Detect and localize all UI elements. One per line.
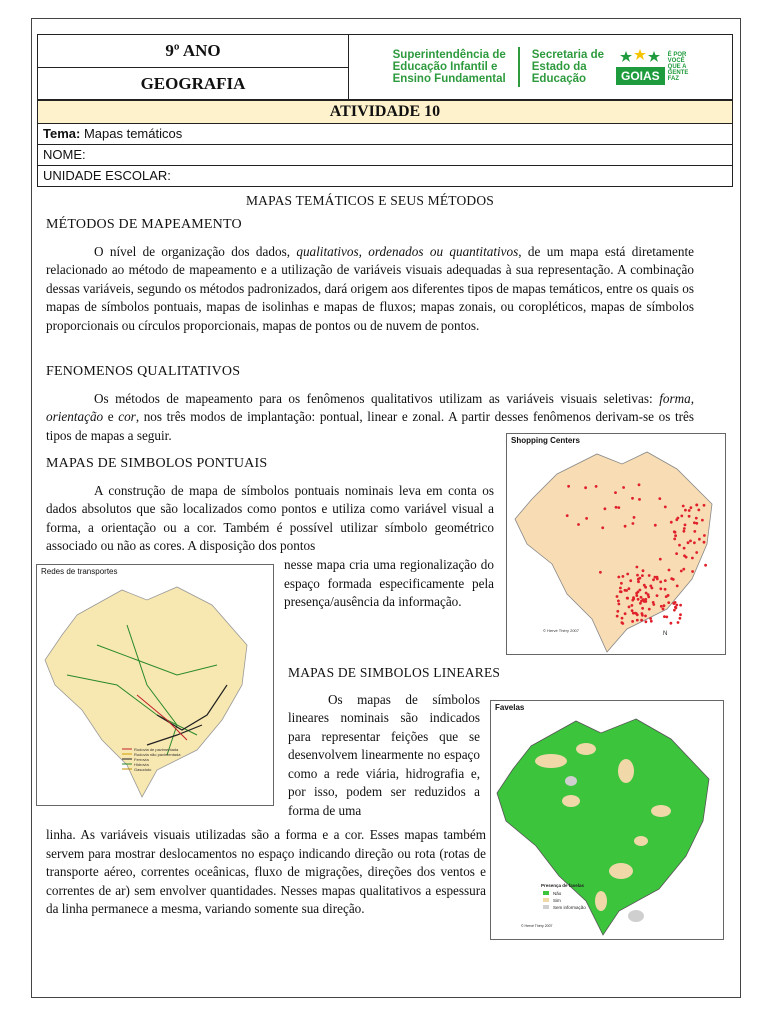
shopping-dot [691, 570, 694, 573]
shopping-dot [632, 522, 635, 525]
activity-title: ATIVIDADE 10 [38, 100, 732, 124]
shopping-dot [622, 486, 625, 489]
shopping-dot [637, 598, 640, 601]
shopping-dot [644, 600, 647, 603]
shopping-dot [670, 622, 673, 625]
shopping-dot [682, 505, 685, 508]
shopping-dot [683, 554, 686, 557]
shopping-dot [616, 610, 619, 613]
shopping-dot [659, 581, 662, 584]
shopping-dot [662, 608, 665, 611]
shopping-dot [645, 620, 648, 623]
org-superintendencia: Superintendência de Educação Infantil e Ensino Fundamental [392, 49, 506, 85]
flag-stars-icon [620, 49, 660, 67]
shopping-dot [642, 569, 645, 572]
shopping-dot [631, 497, 634, 500]
shopping-dot [679, 613, 682, 616]
shopping-dot [639, 589, 642, 592]
paragraph-pontuais-1: A construção de mapa de símbolos pontuais nominais leva em conta os dados absolutos que são localizados como pontos e utiliza como variável visual a forma, a orientação ou a cor. Também é possível utilizar símbolo geométrico associado ou não as cores. A disposição dos pontos [46, 482, 494, 553]
shopping-dot [637, 578, 640, 581]
grade: 9º ANO [38, 35, 348, 68]
shopping-dot [654, 576, 657, 579]
svg-text:Rodovia de pavimentada: Rodovia de pavimentada [134, 747, 179, 752]
shopping-dot [683, 547, 686, 550]
shopping-dot [663, 604, 666, 607]
main-title: MAPAS TEMÁTICOS E SEUS MÉTODOS [245, 193, 495, 208]
shopping-dot [682, 568, 685, 571]
shopping-dot [636, 613, 639, 616]
shopping-dot [701, 519, 704, 522]
section-title-pontuais: MAPAS DE SIMBOLOS PONTUAIS [46, 456, 268, 471]
shopping-dot [664, 579, 667, 582]
shopping-dot [679, 617, 682, 620]
shopping-dot [617, 506, 620, 509]
shopping-dot [664, 588, 667, 591]
shopping-dot [636, 619, 639, 622]
shopping-dot [619, 587, 622, 590]
shopping-dot [678, 544, 681, 547]
shopping-dot [628, 587, 631, 590]
shopping-dot [641, 574, 644, 577]
nome-field: NOME: [38, 145, 732, 166]
shopping-dot [633, 516, 636, 519]
shopping-dot [618, 603, 621, 606]
north-arrow-label: N [663, 631, 668, 637]
logos [349, 35, 732, 99]
shopping-dot [644, 615, 647, 618]
svg-text:Sim: Sim [553, 898, 561, 903]
shopping-dot [680, 515, 683, 518]
shopping-dot [673, 609, 676, 612]
paragraph-lineares-1: Os mapas de símbolos lineares nominais são indicados para representar feições que se desenvolvem linearmente no espaço como a rede viária, hidrografia e, por isso, podem ser reduzidos a forma de uma [288, 691, 480, 818]
section-metodos [46, 216, 694, 335]
shopping-dot [585, 517, 588, 520]
paragraph-metodos: O nível de organização dos dados, qualitativos, ordenados ou quantitativos, de um mapa está diretamente relacionado ao método de mapeamento e a utilização de variáveis visuais adequadas à sua representação. A combinação dessas variáveis, segundo os métodos padronizados, dará origem aos diferentes tipos de mapas temáticos, entre os quais os mapas de símbolos pontuais, mapas de isolinhas e mapas de fluxos; mapas zonais, ou coropléticos, mapas de símbolos proporcionais ou círculos proporcionais, mapas de pontos ou de nuvem de pontos. [46, 243, 694, 333]
shopping-dot [667, 601, 670, 604]
shopping-dot [695, 551, 698, 554]
shopping-dot [675, 604, 678, 607]
shopping-dot [670, 577, 673, 580]
section-title-lineares: MAPAS DE SIMBOLOS LINEARES [288, 665, 501, 680]
shopping-dot [616, 595, 619, 598]
shopping-dot [631, 620, 634, 623]
shopping-dot [674, 601, 677, 604]
shopping-dot [601, 526, 604, 529]
shopping-dot [693, 530, 696, 533]
shopping-dot [673, 538, 676, 541]
shopping-dot [624, 525, 627, 528]
shopping-dot [695, 504, 698, 507]
section-pontuais [46, 455, 494, 556]
shopping-dot [667, 594, 670, 597]
shopping-map-credit: © Hervé Théry 2007 [543, 628, 580, 633]
shopping-dot [697, 509, 700, 512]
shopping-dot [616, 615, 619, 618]
shopping-dot [595, 485, 598, 488]
goias-logo [616, 49, 688, 85]
shopping-map-title: Shopping Centers [511, 436, 580, 445]
shopping-dot [665, 616, 668, 619]
paragraph-lineares-2: linha. As variáveis visuais utilizadas são a forma e a cor. Esses mapas também servem para mostrar deslocamentos no espaço indicando direção ou rota (rotas de transporte aéreo, correntes oceânicas, fluxo de migrações, direções dos ventos e correntes de ar) sem envolver quantidades. Nesses mapas qualitativos a espessura da linha permanece a mesma, variando somente sua direção. [46, 827, 486, 916]
shopping-dot [626, 597, 629, 600]
shopping-dot [631, 604, 634, 607]
shopping-dot [704, 564, 707, 567]
shopping-dot [684, 509, 687, 512]
shopping-dot [632, 612, 635, 615]
shopping-dot [648, 574, 651, 577]
shopping-dot [631, 609, 634, 612]
section-title-metodos: MÉTODOS DE MAPEAMENTO [46, 217, 242, 232]
shopping-dot [635, 592, 638, 595]
shopping-dot [566, 514, 569, 517]
shopping-dot [615, 506, 618, 509]
shopping-dot [663, 615, 666, 618]
shopping-dot [677, 621, 680, 624]
shopping-dot [656, 594, 659, 597]
shopping-dot [695, 517, 698, 520]
shopping-dot [673, 530, 676, 533]
shopping-dot [659, 587, 662, 590]
shopping-dot [626, 573, 629, 576]
shopping-dot [668, 569, 671, 572]
main-title-wrap [46, 192, 694, 211]
shopping-dot [680, 570, 683, 573]
shopping-dot [664, 506, 667, 509]
shopping-dot [640, 619, 643, 622]
svg-text:Não: Não [553, 891, 562, 896]
shopping-dot [648, 608, 651, 611]
shopping-dot [647, 596, 650, 599]
paragraph-pontuais-2-wrap [284, 556, 494, 612]
shopping-dot [703, 541, 706, 544]
svg-text:Gasoduto: Gasoduto [134, 767, 152, 772]
shopping-dot [649, 585, 652, 588]
logo-divider [518, 47, 520, 87]
transport-map-title: Redes de transportes [41, 567, 118, 576]
transport-map [36, 564, 274, 806]
shopping-dot [690, 506, 693, 509]
shopping-dot [693, 541, 696, 544]
shopping-dot [703, 534, 706, 537]
paragraph-pontuais-2: nesse mapa cria uma regionalização do espaço formada especificamente pela presença/ausência da informação. [284, 557, 494, 609]
shopping-dot [689, 540, 692, 543]
shopping-dot [628, 606, 631, 609]
shopping-dot [638, 498, 641, 501]
shopping-dot [698, 538, 701, 541]
shopping-centers-map [506, 433, 726, 655]
shopping-dot [659, 558, 662, 561]
shopping-dot [584, 486, 587, 489]
shopping-dot [617, 576, 620, 579]
favelas-map-graphic [491, 701, 723, 939]
transport-map-graphic [37, 565, 273, 805]
shopping-dot [645, 592, 648, 595]
shopping-dot [625, 589, 628, 592]
header-table [37, 34, 733, 187]
shopping-dot [677, 517, 680, 520]
grade-subject-cell [38, 35, 349, 99]
shopping-dot [683, 530, 686, 533]
shopping-dot [660, 605, 663, 608]
unidade-escolar-field: UNIDADE ESCOLAR: [43, 168, 171, 183]
org-secretaria: Secretaria de Estado da Educação [531, 49, 604, 85]
goias-tagline: É POR VOCÊ QUE A GENTE FAZ [667, 52, 689, 82]
shopping-dot [687, 541, 690, 544]
shopping-dot [650, 620, 653, 623]
shopping-dot [638, 483, 641, 486]
shopping-dot [617, 600, 620, 603]
shopping-dot [679, 604, 682, 607]
shopping-dot [652, 578, 655, 581]
shopping-dot [688, 509, 691, 512]
shopping-dot [641, 607, 644, 610]
svg-text:© Hervé Théry 2007: © Hervé Théry 2007 [521, 924, 553, 928]
shopping-dot [577, 523, 580, 526]
favelas-map [490, 700, 724, 940]
shopping-dot [675, 552, 678, 555]
shopping-dot [632, 596, 635, 599]
shopping-dot [640, 596, 643, 599]
shopping-dot [695, 522, 698, 525]
shopping-dot [614, 491, 617, 494]
shopping-dot [619, 590, 622, 593]
shopping-dot [693, 521, 696, 524]
favelas-map-title: Favelas [495, 703, 525, 712]
shopping-dot [683, 527, 686, 530]
section-lineares [288, 664, 501, 820]
shopping-dot [637, 580, 640, 583]
shopping-dot [703, 504, 706, 507]
section-title-qualitativos: FENOMENOS QUALITATIVOS [46, 364, 241, 379]
subject: GEOGRAFIA [140, 74, 246, 93]
shopping-dot [658, 497, 661, 500]
shopping-dot [599, 571, 602, 574]
shopping-dot [674, 534, 677, 537]
svg-text:Hidrovia: Hidrovia [134, 762, 149, 767]
shopping-dot [654, 524, 657, 527]
svg-text:Sem informação: Sem informação [553, 905, 586, 910]
svg-text:Rodovia não pavimentada: Rodovia não pavimentada [134, 752, 181, 757]
shopping-dot [688, 515, 691, 518]
shopping-dot [642, 598, 645, 601]
shopping-dot [621, 617, 624, 620]
shopping-dot [649, 617, 652, 620]
shopping-dot [636, 574, 639, 577]
favelas-legend-title: Presença de favelas [541, 883, 585, 888]
goias-wordmark: GOIAS [616, 67, 665, 85]
shopping-dot [652, 603, 655, 606]
shopping-dot [691, 557, 694, 560]
shopping-dot [624, 612, 627, 615]
shopping-dot [622, 575, 625, 578]
shopping-dot [621, 621, 624, 624]
shopping-dot [643, 584, 646, 587]
shopping-map-graphic [507, 434, 725, 654]
shopping-dot [670, 521, 673, 524]
shopping-dot [604, 507, 607, 510]
shopping-dot [684, 524, 687, 527]
shopping-dot [620, 582, 623, 585]
paragraph-lineares-2-wrap [46, 826, 486, 919]
shopping-dot [676, 585, 679, 588]
shopping-dot [641, 612, 644, 615]
shopping-dot [636, 566, 639, 569]
svg-text:Ferrovia: Ferrovia [134, 757, 149, 762]
tema-field: Tema: Mapas temáticos [38, 124, 732, 145]
shopping-dot [567, 485, 570, 488]
shopping-dot [629, 579, 632, 582]
paragraph-qualitativos: Os métodos de mapeamento para os fenômenos qualitativos utilizam as variáveis visuais seletivas: forma, orientação e cor, nos três modos de implantação: pontual, linear e zonal. A partir desses fenômenos derivam-se os três tipos de mapas a seguir. [46, 390, 695, 443]
